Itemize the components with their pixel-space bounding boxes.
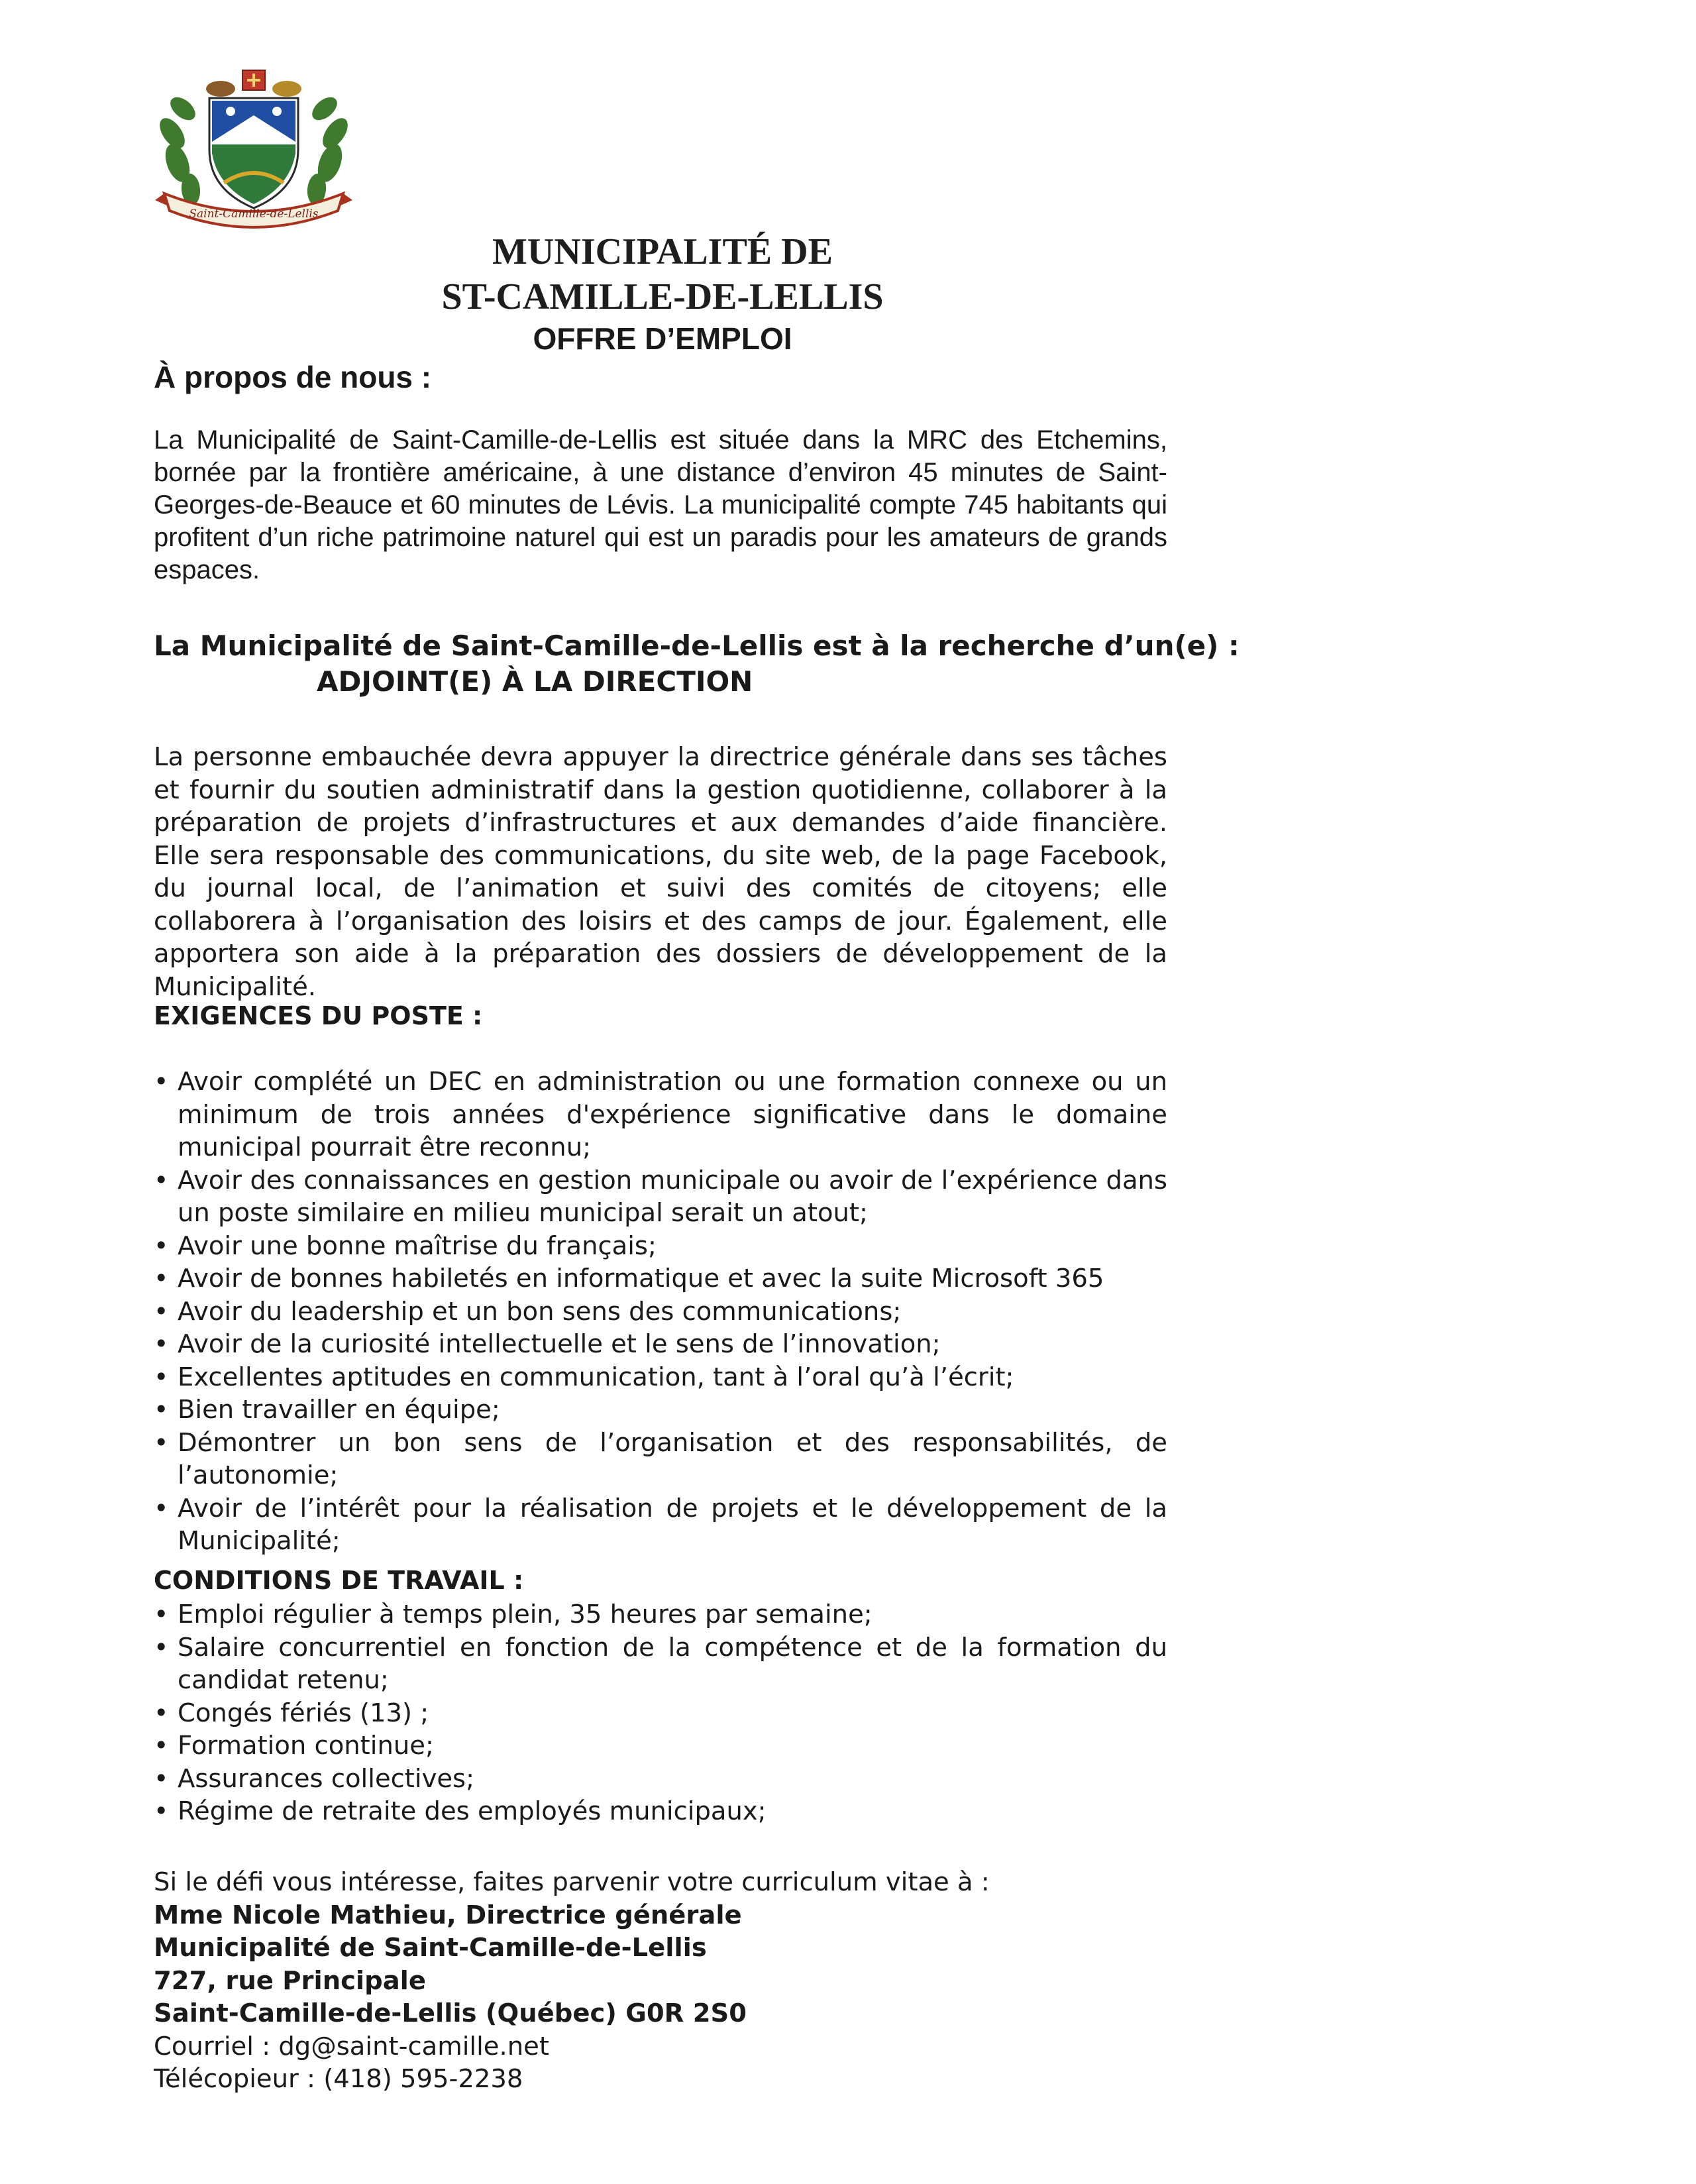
list-item: • Avoir de la curiosité intellectuelle et le sens de l’innovation; <box>154 1328 1167 1361</box>
recruitment-line: La Municipalité de Saint-Camille-de-Lellis est à la recherche d’un(e) : <box>154 629 1240 662</box>
list-item: • Avoir une bonne maîtrise du français; <box>154 1230 1167 1263</box>
conditions-list <box>154 1598 1167 1828</box>
list-item: • Bien travailler en équipe; <box>154 1393 1167 1427</box>
contact-block <box>154 1866 1214 2096</box>
logo-banner-text: Saint-Camille-de-Lellis <box>189 207 319 221</box>
contact-organization: Municipalité de Saint-Camille-de-Lellis <box>154 1933 707 1963</box>
requirements-list <box>154 1065 1167 1558</box>
contact-city: Saint-Camille-de-Lellis (Québec) G0R 2S0 <box>154 1998 747 2028</box>
contact-email[interactable]: Courriel : dg@saint-camille.net <box>154 2031 549 2061</box>
list-item: • Excellentes aptitudes en communication, tant à l’oral qu’à l’écrit; <box>154 1361 1167 1394</box>
position-title: ADJOINT(E) À LA DIRECTION <box>317 665 753 698</box>
list-item: • Avoir complété un DEC en administration ou une formation connexe ou un minimum de trois années d'expérience significative dans le domaine municipal pourrait être reconnu; <box>154 1065 1167 1164</box>
job-description: La personne embauchée devra appuyer la directrice générale dans ses tâches et fournir du soutien administratif dans la gestion quotidienne, collaborer à la préparation de projets d’infrastructures et aux demandes d’aide financière. Elle sera responsable des communications, du site web, de la page Facebook, du journal local, de l’animation et suivi des comités de citoyens; elle collaborera à l’organisation des loisirs et des camps de jour. Également, elle apportera son aide à la préparation des dossiers de développement de la Municipalité. <box>154 742 1167 1002</box>
about-paragraph: La Municipalité de Saint-Camille-de-Lellis est située dans la MRC des Etchemins, bornée par la frontière américaine, à une distance d’environ 45 minutes de Saint-Georges-de-Beauce et 60 minutes de Lévis. La municipalité compte 745 habitants qui profitent d’un riche patrimoine naturel qui est un paradis pour les amateurs de grands espaces. <box>154 425 1167 584</box>
list-item: • Avoir de bonnes habiletés en informatique et avec la suite Microsoft 365 <box>154 1262 1167 1295</box>
list-item: • Congés fériés (13) ; <box>154 1697 1167 1730</box>
page-title-line-2: ST-CAMILLE-DE-LELLIS <box>441 276 884 317</box>
page-title-line-1: MUNICIPALITÉ DE <box>492 231 833 272</box>
list-item: • Régime de retraite des employés municipaux; <box>154 1795 1167 1828</box>
list-item: • Démontrer un bon sens de l’organisation et des responsabilités, de l’autonomie; <box>154 1427 1167 1492</box>
list-item: • Emploi régulier à temps plein, 35 heures par semaine; <box>154 1598 1167 1631</box>
list-item: • Avoir de l’intérêt pour la réalisation de projets et le développement de la Municipalité; <box>154 1492 1167 1558</box>
municipal-coat-of-arms-logo <box>151 64 356 236</box>
list-item: • Avoir des connaissances en gestion municipale ou avoir de l’expérience dans un poste similaire en milieu municipal serait un atout; <box>154 1164 1167 1230</box>
list-item: • Salaire concurrentiel en fonction de la compétence et de la formation du candidat retenu; <box>154 1631 1167 1697</box>
job-offer-subtitle: OFFRE D’EMPLOI <box>533 321 792 356</box>
contact-name: Mme Nicole Mathieu, Directrice générale <box>154 1900 742 1930</box>
about-heading: À propos de nous : <box>154 360 432 394</box>
list-item: • Formation continue; <box>154 1729 1167 1763</box>
list-item: • Avoir du leadership et un bon sens des communications; <box>154 1295 1167 1329</box>
conditions-heading: CONDITIONS DE TRAVAIL : <box>154 1566 524 1595</box>
list-item: • Assurances collectives; <box>154 1763 1167 1796</box>
requirements-heading: EXIGENCES DU POSTE : <box>154 1001 483 1030</box>
contact-intro: Si le défi vous intéresse, faites parvenir votre curriculum vitae à : <box>154 1867 990 1897</box>
contact-fax: Télécopieur : (418) 595-2238 <box>154 2064 523 2094</box>
contact-street: 727, rue Principale <box>154 1965 426 1996</box>
